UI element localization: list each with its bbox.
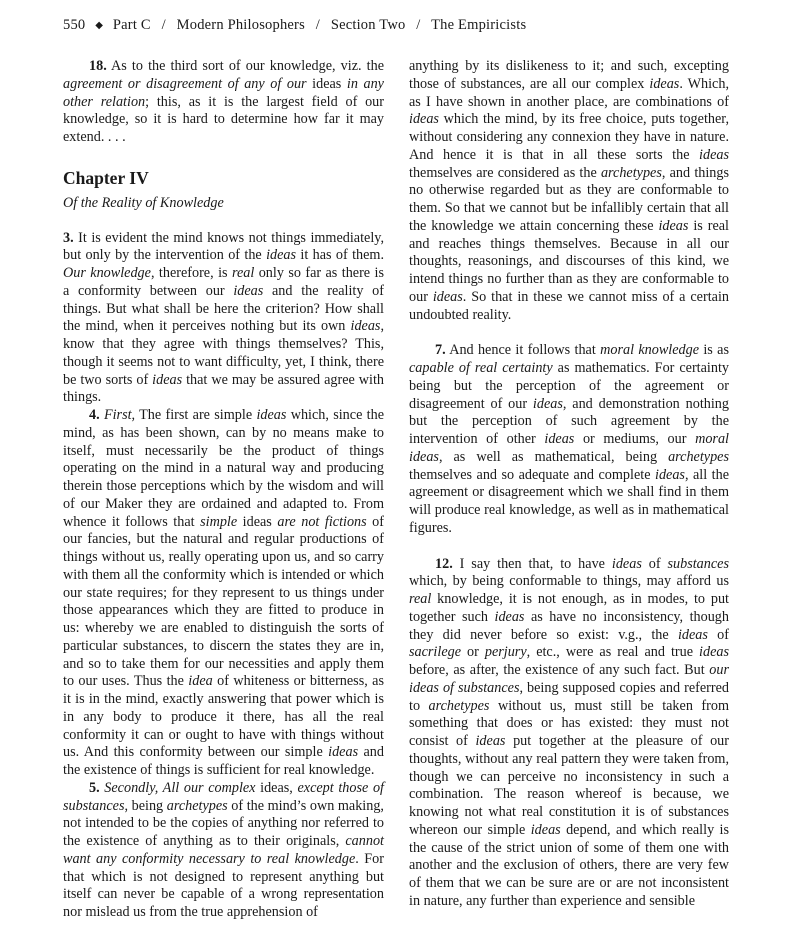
text-run: is real and reaches things themselves. Because in all our thoughts, reasonings, and discourses of this kind, we intend things no further than as they are conformable to our <box>409 217 729 305</box>
text-run: ideas, <box>255 779 298 796</box>
italic-run: archetypes <box>166 797 228 814</box>
text-run: which, since the mind, as has been shown, can by no means make to itself, must necessarily be the product of things operating on the mind in a natural way and producing therein those perceptions which by the wisdom and will of our Maker they are ordained and adapted to. From whence it follows that <box>63 407 385 530</box>
italic-run: ideas <box>494 608 525 625</box>
text-run: , as well as mathematical, being <box>438 448 669 465</box>
text-run: knowledge, it is not enough, as in modes, to put together such <box>409 591 729 625</box>
italic-run: capable of real certainty <box>409 360 553 376</box>
italic-run: real <box>231 265 255 281</box>
text-run: I say then that, to have <box>452 555 612 572</box>
text-run: put together at the pleasure of our thoughts, without any real pattern they were taken from, though we can perceive no inconsistency in such a combination. The reason whereof is because, we knowing not what real constitution it is of substances whereon our simple <box>409 733 729 838</box>
italic-run: real <box>409 591 432 607</box>
text-run: of <box>707 626 729 643</box>
text-run: and the reality of things. But what shall be here the criterion? How shall the mind, when it perceives nothing but its own <box>63 282 384 335</box>
text-run: which, by being conformable to things, may afford us <box>409 573 729 590</box>
text-run: , and things no otherwise regarded but as they are conformable to them. So that we cannot but be infallibly certain that all the knowledge we attain concerning these <box>409 164 730 234</box>
paragraph-gap <box>409 538 729 556</box>
text-run: , and demonstration nothing but the perception of such agreement by the intervention of other <box>409 395 729 447</box>
italic-run: agreement or disagreement of any of our <box>63 75 307 92</box>
italic-run: ideas <box>530 821 561 838</box>
header-section: Section Two <box>330 17 406 33</box>
text-run: , etc., were as real and true <box>526 644 700 661</box>
diamond-ornament-icon: ◆ <box>95 20 104 31</box>
italic-run: in any other relation <box>63 75 384 110</box>
text-run: . For that which is not designed to represent anything but itself can never be capable of a wrong representation nor mislead us from the true apprehension of <box>63 850 384 920</box>
italic-run: ideas <box>256 407 287 423</box>
italic-run: Our knowledge <box>63 265 151 281</box>
italic-run: our ideas of substances <box>409 662 729 696</box>
text-run: It is evident the mind knows not things immediately, but only by the intervention of the <box>63 229 384 264</box>
italic-run: ideas <box>266 247 297 264</box>
section-number: 7. <box>435 342 446 359</box>
italic-run: ideas <box>409 111 439 128</box>
paragraph-3 <box>63 230 384 408</box>
italic-run: ideas <box>655 466 685 483</box>
italic-run: ideas <box>152 371 183 388</box>
text-run: that we may be assured agree with things. <box>63 371 385 406</box>
text-run: anything by its dislikeness to it; and such, excepting those of substances, are all our complex <box>409 58 729 92</box>
text-run: , being <box>124 797 167 814</box>
text-run: . So that in these we cannot miss of a certain undoubted reality. <box>409 288 729 323</box>
text-run: it has of them. <box>296 247 385 264</box>
text-run: ideas <box>306 75 347 92</box>
italic-run: moral ideas <box>409 431 729 465</box>
italic-run: archetypes <box>600 164 662 181</box>
text-run: , therefore, is <box>150 265 232 281</box>
italic-run: ideas <box>699 644 729 661</box>
right-column <box>409 58 729 911</box>
text-run: is as <box>699 342 729 359</box>
header-title: Modern Philosophers <box>176 17 305 33</box>
text-run: ; this, as it is the largest field of our knowledge, so it is hard to determine how far it may extend. . . . <box>63 93 384 145</box>
header-part <box>113 17 151 33</box>
paragraph-7 <box>409 342 729 537</box>
italic-run: First, <box>99 407 136 423</box>
text-run: of the mind’s own making, not intended to be the copies of anything nor referred to the existence of anything as to their originals, <box>63 797 384 849</box>
italic-run: ideas <box>544 431 575 447</box>
italic-run: ideas <box>328 744 359 761</box>
italic-run: sacrilege <box>409 644 462 661</box>
section-number: 3. <box>63 229 74 246</box>
paragraph-5-continued <box>409 58 729 324</box>
section-number: 12. <box>435 555 453 572</box>
left-column <box>63 58 384 922</box>
italic-run: perjury <box>484 644 527 661</box>
italic-run: archetypes <box>668 448 729 465</box>
italic-run: moral knowledge <box>600 342 700 359</box>
text-run: before, as after, the existence of any such fact. But <box>409 662 710 678</box>
section-number: 5. <box>89 779 100 796</box>
italic-run: cannot want any conformity necessary to real knowledge <box>63 833 384 867</box>
italic-run: are not fictions <box>277 513 367 530</box>
text-run: of our fancies, but the natural and regular productions of things without us, really operating upon us, and so carry with them all the conformity which is intended or which our state requires; for they represent to us things under those appearances which they are fitted to produce in us: whereby we are enabled to distinguish the sorts of particular substances, to discern the states they are in, and so to take them for our necessities and apply them to our uses. Thus the <box>63 513 385 690</box>
text-run: or mediums, our <box>574 431 696 447</box>
text-run: and the existence of things is sufficient for real knowledge. <box>63 744 384 778</box>
section-number: 18. <box>89 58 107 74</box>
italic-run: ideas <box>611 555 642 572</box>
italic-run: Secondly, All our complex <box>99 779 256 796</box>
section-number: 4. <box>89 407 100 423</box>
text-run: . Which, as I have shown in another place, are combinations of <box>409 75 729 110</box>
italic-run: ideas <box>532 395 563 412</box>
paragraph-12 <box>409 556 729 911</box>
italic-run: ideas <box>475 733 506 749</box>
italic-run: ideas <box>677 626 708 643</box>
text-run: themselves and so adequate and complete <box>409 466 655 483</box>
header-part-label: Part C <box>112 17 151 33</box>
text-run: ideas <box>237 513 278 530</box>
text-run: as mathematics. For certainty being but the perception of the agreement or disagreement of our <box>409 360 729 412</box>
text-run: And hence it follows that <box>445 342 601 359</box>
header-separator: / <box>315 17 320 33</box>
text-run: only so far as there is a conformity between our <box>63 265 384 299</box>
chapter-subtitle: Of the Reality of Knowledge <box>63 194 224 211</box>
italic-run: ideas <box>233 282 264 299</box>
text-run: or <box>461 644 485 661</box>
italic-run: idea <box>188 673 213 690</box>
italic-run: ideas <box>649 75 680 92</box>
text-run: as have no inconsistency, though they did never before so exist: v.g., the <box>409 608 729 643</box>
text-run: , all the agreement or disagreement which we shall find in them will produce real knowledge, as well as in mathematical figures. <box>409 466 729 536</box>
text-run: of <box>641 555 668 572</box>
header-subsection: The Empiricists <box>431 17 527 33</box>
italic-run: ideas <box>658 217 689 234</box>
text-run: without us, must still be taken from something that does or has existed: they must not consist of <box>409 697 729 749</box>
text-run: As to the third sort of our knowledge, viz. the <box>106 58 384 74</box>
text-run: which the mind, by its free choice, puts together, without considering any connexion they have in nature. And hence it is that in all these sorts the <box>409 111 729 163</box>
header-separator: / <box>161 17 166 33</box>
page-number: 550 <box>63 17 86 33</box>
italic-run: ideas <box>699 146 729 163</box>
text-run: , being supposed copies and referred to <box>409 679 729 714</box>
chapter-title: Chapter IV <box>63 167 149 188</box>
text-run: , know that they agree with things themselves? This, though it seems not to want difficulty, yet, I think, there be two sorts of <box>63 318 384 388</box>
paragraph-gap <box>409 324 729 342</box>
italic-run: except those of substances <box>63 779 384 814</box>
paragraph-4 <box>63 407 384 780</box>
italic-run: simple <box>200 513 238 530</box>
text-run: of whiteness or bitterness, as it is in the mind, exactly answering that power which is in any body to produce it there, has all the real conformity it can or ought to have with things without us. And this conformity between our simple <box>63 673 384 761</box>
italic-run: substances <box>667 555 729 572</box>
text-run: The first are simple <box>135 407 257 423</box>
italic-run: ideas <box>432 288 463 305</box>
italic-run: archetypes <box>428 697 490 714</box>
text-run: themselves are considered as the <box>409 164 601 181</box>
italic-run: ideas <box>350 318 381 335</box>
text-run: depend, and which really is the cause of the strict union of some of them one with another and the exclusion of others, there are very few of them that we can be sure are or are not inconsistent in nature, any further than experience and sensible <box>409 821 730 909</box>
running-header <box>63 17 743 34</box>
header-separator: / <box>416 17 421 33</box>
paragraph-5 <box>63 780 384 922</box>
paragraph-18 <box>63 58 384 147</box>
